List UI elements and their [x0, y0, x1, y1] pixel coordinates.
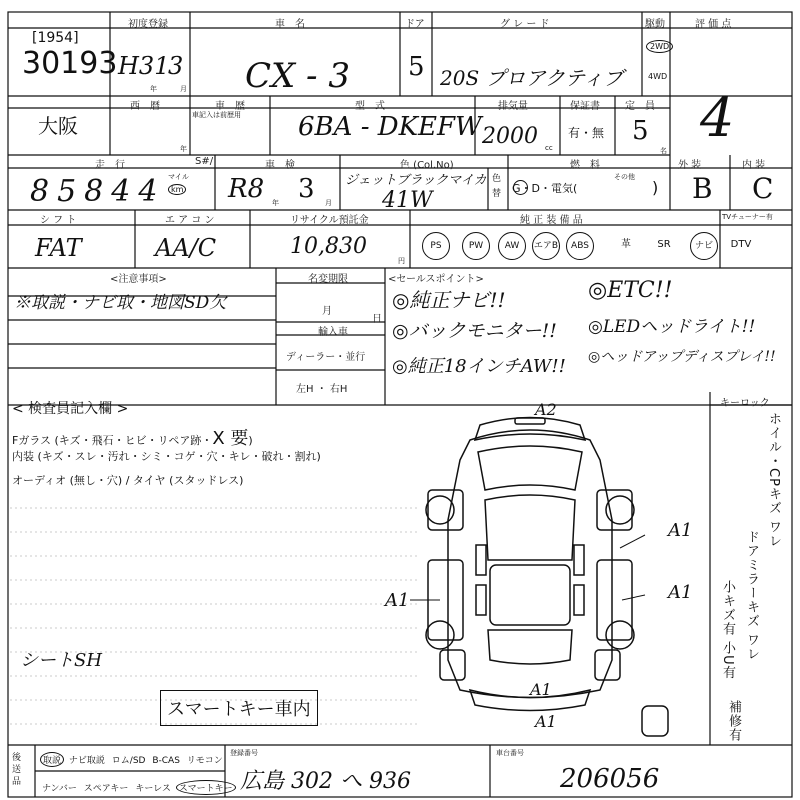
score-label: 評 価 点 — [695, 19, 732, 30]
model-code: 6BA - DKEFW — [298, 112, 482, 142]
plate-number: 広島 302 へ 936 — [240, 769, 411, 794]
damage-mark-right-front: A1 — [668, 520, 693, 541]
recycle-label: リサイクル預託金 — [290, 215, 369, 226]
windshield-mark: X 要 — [212, 428, 249, 449]
sales-point-navi: ◎純正ナビ!! — [392, 288, 506, 312]
damage-mark-left: A1 — [385, 590, 410, 611]
registration-month: 3 — [168, 52, 184, 80]
capacity-value: 5 — [632, 116, 649, 146]
shaken-era: R8 — [228, 174, 265, 204]
delivery-manual: 取説 — [40, 752, 64, 767]
exterior-label: 外 装 — [678, 160, 702, 171]
delivery-navi-manual: ナビ取説 — [68, 756, 105, 766]
delivery-smart-key: スマートキー — [176, 780, 236, 795]
fuel-label: 燃 料 — [570, 160, 600, 171]
legend-wheel-cp: ホイル・CPキズ ワレ — [766, 412, 781, 549]
registration-year-unit: 年 — [150, 85, 157, 93]
damage-mark-rear-bumper: A1 — [535, 712, 557, 731]
equipment-leather: 革 — [621, 239, 631, 250]
shaken-month: 3 — [298, 174, 315, 204]
warranty-label: 保証書 — [570, 101, 600, 112]
fuel-close: ) — [652, 178, 659, 197]
equipment-label: 純 正 装 備 品 — [520, 215, 583, 226]
registration-era: H31 — [118, 52, 170, 80]
smart-key-stamp: スマートキー車内 — [160, 690, 318, 726]
windshield-text: Fガラス (キズ・飛石・ヒビ・リペア跡・ — [12, 434, 213, 447]
equipment-sr: SR — [657, 239, 671, 250]
name-change-month: 月 — [322, 306, 332, 317]
history-note: 車記入は前歴用 — [192, 111, 241, 119]
recycle-value: 10,830 — [290, 234, 367, 259]
sales-point-label: <セールスポイント> — [388, 274, 484, 285]
delivery-remote: リモコン — [186, 756, 223, 766]
shaken-label: 車 検 — [265, 160, 295, 171]
caution-text: ※取説・ナビ取・地図SD欠 — [14, 293, 227, 313]
exterior-grade: B — [692, 172, 713, 205]
chassis-number: 206056 — [560, 764, 660, 794]
windshield-close: ) — [248, 434, 253, 447]
inspector-line-windshield — [12, 424, 253, 450]
sales-point-alloy-wheels: ◎純正18インチAW!! — [392, 356, 566, 377]
displacement-label: 排気量 — [498, 101, 528, 112]
registration-month-unit: 月 — [180, 85, 187, 93]
damage-mark-front: A2 — [535, 400, 557, 419]
mileage-unit-top: マイル — [168, 173, 189, 181]
door-label: ドア — [405, 19, 425, 30]
tuner-label: TVチューナー有 — [722, 213, 773, 221]
shift-label: シ フ ト — [40, 215, 77, 226]
history-label: 車 歴 — [215, 101, 245, 112]
prefecture: 大阪 — [38, 114, 78, 138]
name-change-label: 名変期限 — [308, 274, 348, 285]
name-change-day: 日 — [372, 314, 382, 325]
import-label: 輸入車 — [318, 327, 348, 338]
inspector-line-interior: 内装 (キズ・スレ・汚れ・シミ・コゲ・穴・キレ・破れ・割れ) — [12, 450, 321, 463]
grade-label: グ レ ー ド — [500, 19, 550, 30]
interior-label: 内 装 — [742, 160, 766, 171]
first-registration-label: 初度登録 — [128, 19, 168, 30]
grade-value: 20S プロアクティブ — [440, 66, 624, 90]
delivery-plate: ナンバー — [42, 784, 77, 794]
drive-4wd: 4WD — [648, 72, 668, 81]
displacement-value: 2000 — [482, 124, 538, 149]
equipment-airbag: エアB — [532, 232, 560, 260]
equipment-pw: PW — [462, 232, 490, 260]
color-name: ジェットブラックマイカ — [345, 173, 487, 188]
color-change-label: 色替 — [492, 174, 502, 199]
sales-point-led-headlight: ◎LEDヘッドライト!! — [588, 317, 756, 337]
shaken-month-unit: 月 — [325, 199, 332, 207]
steering-label: 左H ・ 右H — [296, 384, 348, 395]
lot-bracket: [1954] — [32, 30, 79, 46]
drive-2wd-circled: 2WD — [646, 40, 673, 53]
car-name: CX - 3 — [245, 56, 350, 96]
delivery-rom-sd: ロム/SD — [111, 756, 146, 766]
delivery-label: 後送品 — [12, 753, 22, 787]
legend-repair: 補修有 — [726, 700, 741, 742]
dealer-label: ディーラー・並行 — [286, 352, 366, 363]
inspector-note-seat: シートSH — [20, 650, 103, 671]
ac-value: AA/C — [155, 234, 217, 262]
interior-grade: C — [752, 172, 774, 205]
mileage-unit-km: km — [168, 184, 186, 195]
door-count: 5 — [408, 52, 425, 82]
equipment-dtv: DTV — [730, 239, 752, 250]
evaluation-score: 4 — [700, 86, 735, 149]
capacity-unit: 名 — [660, 147, 667, 155]
delivery-keyless: キーレス — [135, 784, 171, 794]
damage-mark-rear: A1 — [530, 680, 552, 699]
inspector-title: < 検査員記入欄 > — [12, 401, 129, 417]
yen-unit: 円 — [398, 257, 405, 265]
plate-number-label: 登録番号 — [230, 749, 258, 757]
delivery-items-row-2 — [40, 780, 236, 795]
sales-point-etc: ◎ETC!! — [588, 278, 673, 303]
model-code-label: 型 式 — [355, 101, 385, 112]
fuel-options: G・D・電気( — [512, 182, 578, 195]
shaken-year-unit: 年 — [272, 199, 279, 207]
ac-label: エ ア コ ン — [165, 215, 215, 226]
year-unit: 年 — [180, 145, 187, 153]
chassis-number-label: 車台番号 — [496, 749, 524, 757]
fuel-other: その他 — [614, 173, 635, 181]
caution-label: <注意事項> — [110, 274, 167, 285]
mileage-value: 85844 — [30, 174, 166, 209]
mileage-label: 走 行 — [95, 160, 125, 171]
capacity-label: 定 員 — [625, 101, 655, 112]
equipment-ps: PS — [422, 232, 450, 260]
warranty-value: 有・無 — [568, 126, 605, 140]
sales-point-hud: ◎ヘッドアップディスプレイ!! — [588, 349, 776, 365]
shift-value: FAT — [35, 234, 82, 262]
cc-unit: cc — [545, 144, 553, 152]
mileage-flag: S#/ — [195, 156, 214, 167]
fuel-g-circle — [513, 180, 528, 195]
legend-small-scratch: 小キズ有 小U有 — [720, 580, 735, 680]
west-year-label: 西 暦 — [130, 101, 160, 112]
delivery-bcas: B-CAS — [152, 756, 180, 766]
legend-door-mirror: ドアミラーキズ ワレ — [744, 530, 759, 662]
drive-label: 駆動 — [645, 19, 665, 30]
sales-point-back-monitor: ◎バックモニター!! — [392, 320, 557, 342]
car-name-label: 車 名 — [275, 19, 305, 30]
damage-mark-right-rear: A1 — [668, 582, 693, 603]
inspector-line-audio-tire: オーディオ (無し・穴) / タイヤ (スタッドレス) — [12, 474, 244, 487]
equipment-abs: ABS — [566, 232, 594, 260]
lot-number: 30193 — [22, 46, 118, 81]
delivery-items-row-1 — [40, 752, 225, 767]
equipment-navi: ナビ — [690, 232, 718, 260]
keylock-label: キーロック — [720, 398, 770, 409]
delivery-spare-key: スペアキー — [83, 784, 129, 794]
equipment-aw: AW — [498, 232, 526, 260]
color-label: 色 (Col.No) — [400, 160, 454, 171]
color-code: 41W — [382, 188, 433, 213]
